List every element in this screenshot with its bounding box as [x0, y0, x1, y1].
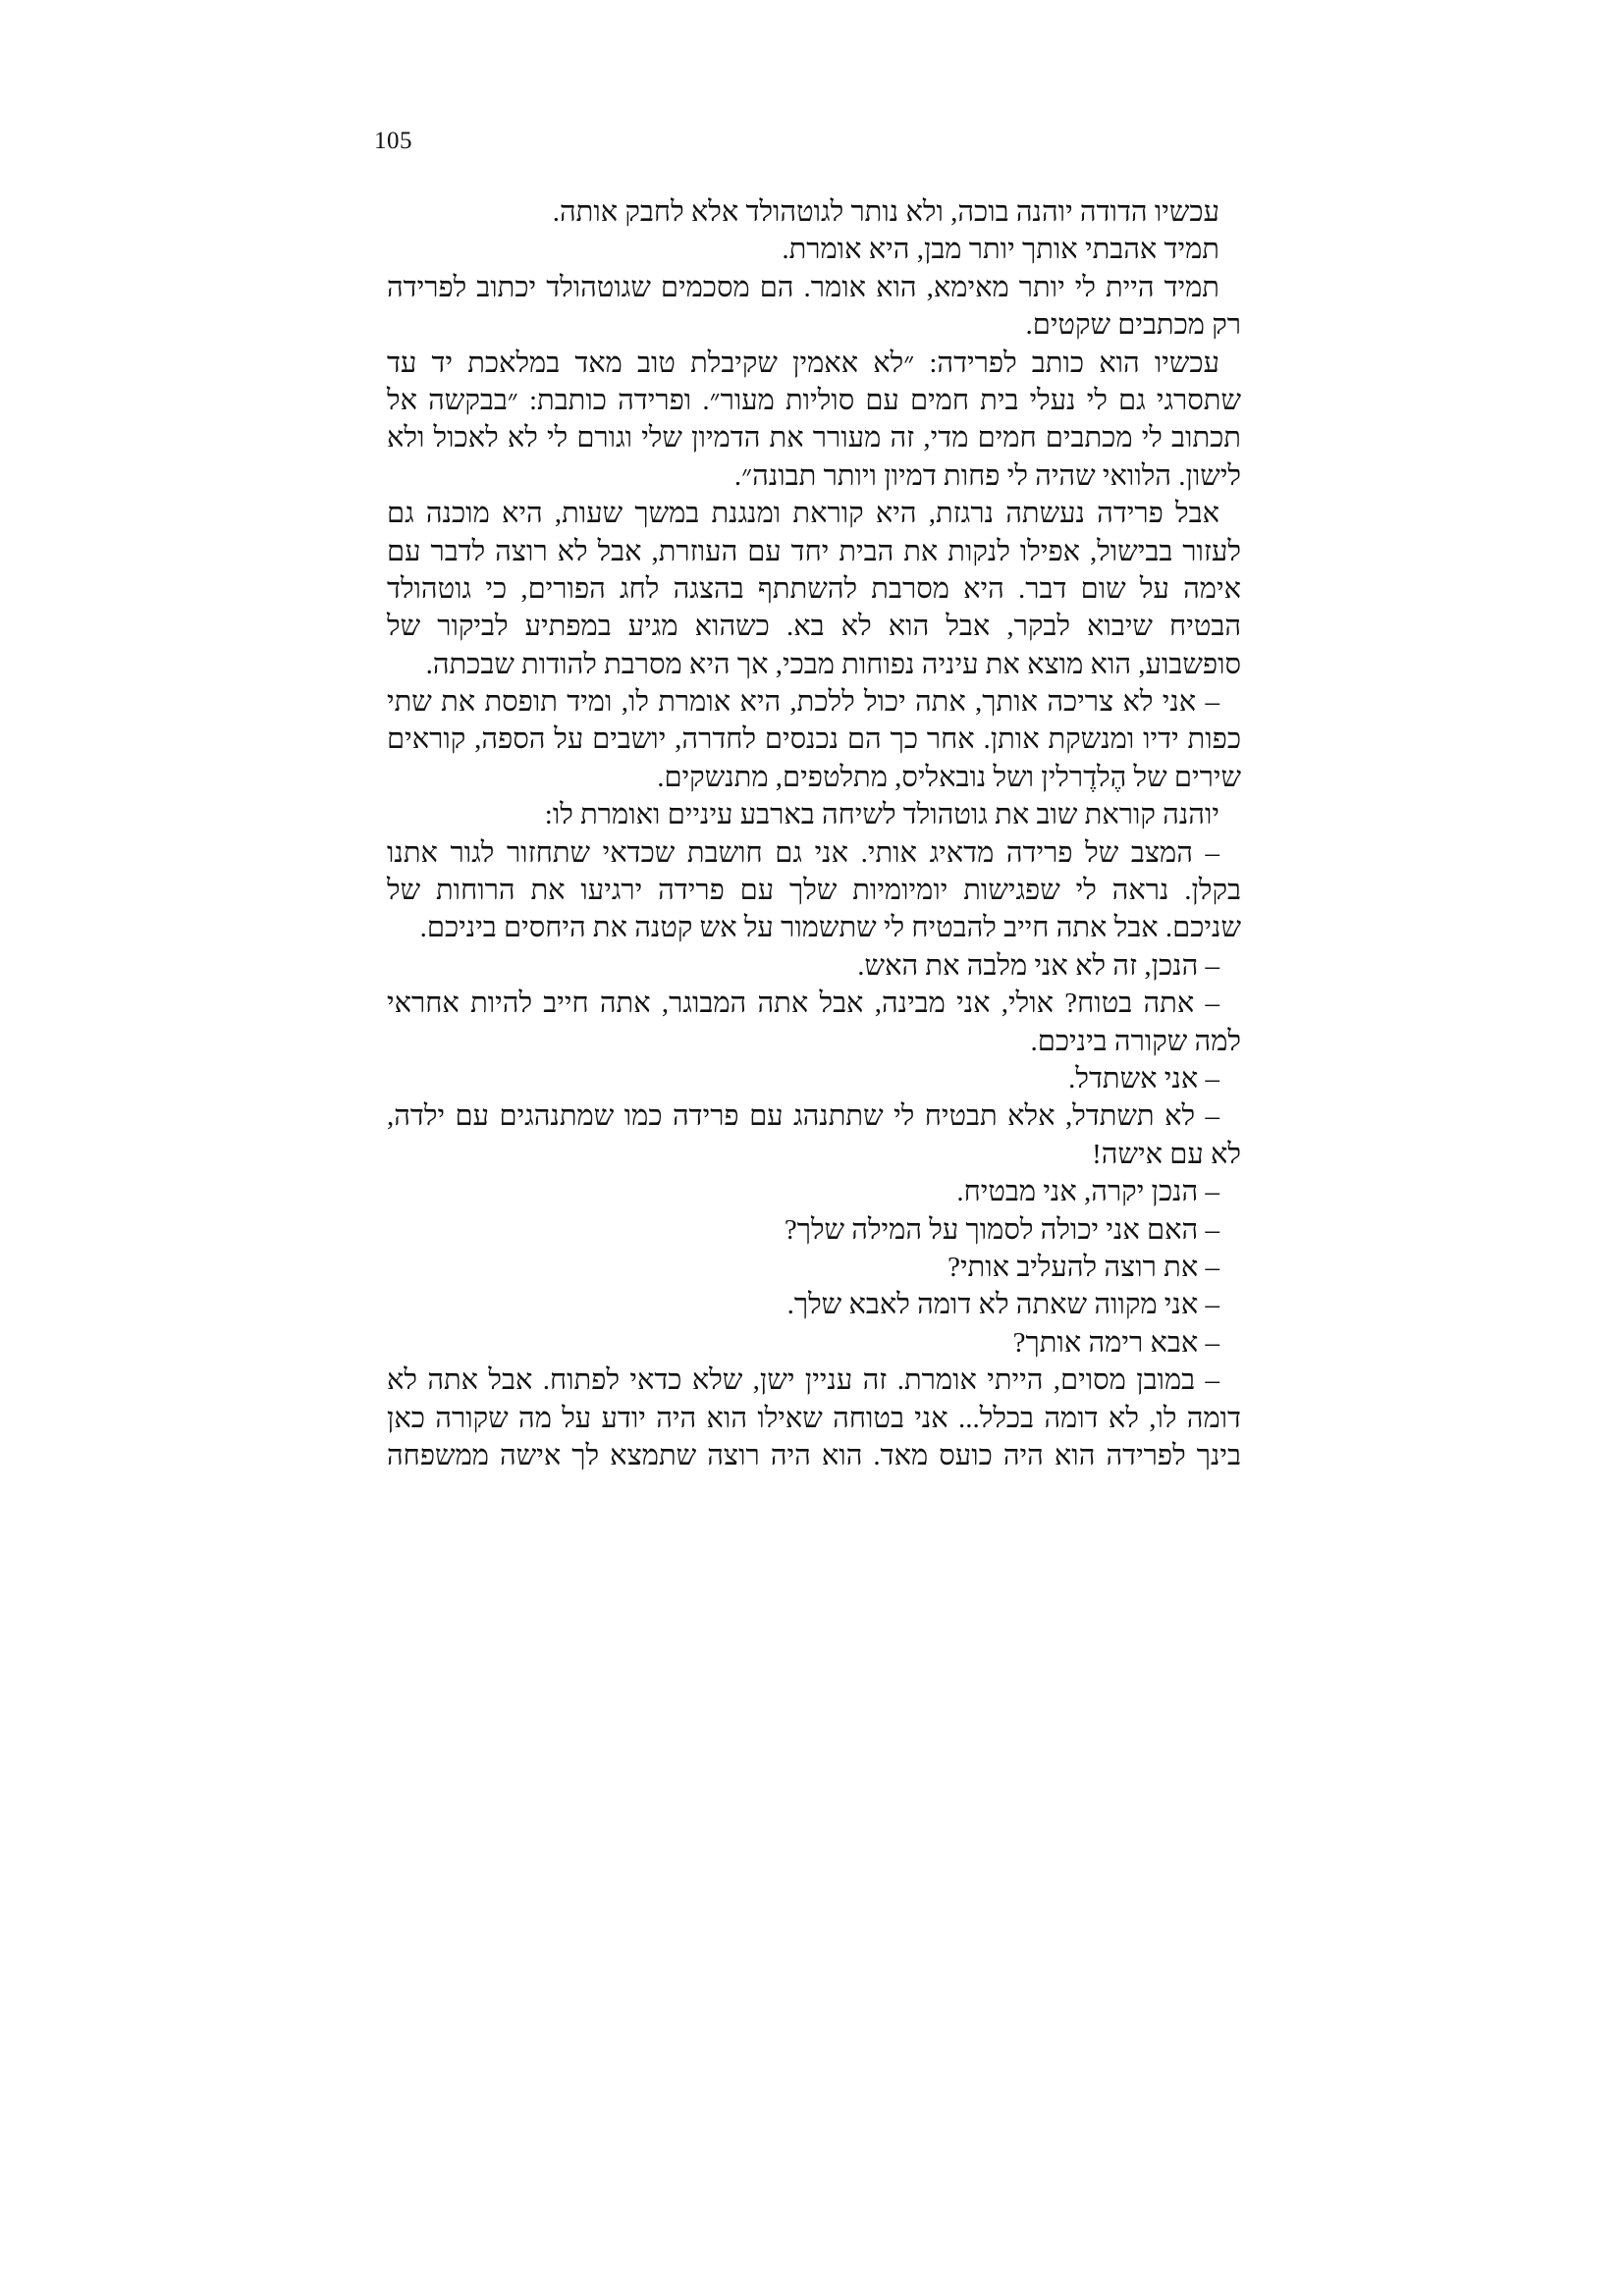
- text-line: – הנכן יקרה, אני מבטיח.: [956, 1176, 1219, 1208]
- text-line: – אבא רימה אותך?: [1012, 1326, 1219, 1359]
- text-line: – אני לא צריכה אותך, אתה יכול ללכת, היא אומרת לו, ומיד תופסת את שתי: [387, 686, 1219, 719]
- text-line: אימה על שום דבר. היא מסרבת להשתתף בהצגה לחג הפורים, כי גוטהולד: [387, 572, 1241, 605]
- text-line: – אני אשתדל.: [1068, 1062, 1219, 1095]
- text-line: בקלן. נראה לי שפגישות יומיומיות שלך עם פרידה ירגיעו את הרוחות של: [387, 875, 1241, 907]
- text-line: – האם אני יכולה לסמוך על המילה שלך?: [784, 1213, 1219, 1246]
- text-line: בינך לפרידה הוא היה כועס מאד. הוא היה רוצה שתמצא לך אישה ממשפחה: [387, 1439, 1241, 1471]
- text-line: תכתוב לי מכתבים חמים מדי, זה מעורר את הדמיון שלי וגורם לי לא לאכול ולא: [387, 422, 1241, 454]
- text-line: – במובן מסוים, הייתי אומרת. זה עניין ישן, שלא כדאי לפתוח. אבל אתה לא: [387, 1364, 1219, 1397]
- text-line: – לא תשתדל, אלא תבטיח לי שתתנהג עם פרידה כמו שמתנהגים עם ילדה,: [387, 1100, 1219, 1133]
- text-line: שתסרגי גם לי נעלי בית חמים עם סוליות מעור״. ופרידה כותבת: ״בבקשה אל: [387, 384, 1241, 416]
- text-line: שירים של הֶלדֶרלין ושל נובאליס, מתלטפים, מתנשקים.: [657, 761, 1241, 793]
- text-line: עכשיו הדודה יוהנה בוכה, ולא נותר לגוטהולד אלא לחבק אותה.: [552, 196, 1219, 228]
- text-line: – את רוצה להעליב אותי?: [947, 1251, 1219, 1283]
- text-line: – אני מקווה שאתה לא דומה לאבא שלך.: [786, 1289, 1219, 1321]
- body-text: [387, 193, 1241, 1474]
- text-line: יוהנה קוראת שוב את גוטהולד לשיחה בארבע עיניים ואומרת לו:: [544, 799, 1219, 831]
- page-number: 105: [374, 128, 412, 154]
- text-line: עכשיו הוא כותב לפרידה: ״לא אאמין שקיבלת טוב מאד במלאכת יד עד: [387, 347, 1219, 379]
- text-line: לא עם אישה!: [1092, 1138, 1241, 1170]
- text-line: רק מכתבים שקטים.: [1025, 309, 1241, 342]
- text-line: הבטיח שיבוא לבקר, אבל הוא לא בא. כשהוא מגיע במפתיע לביקור של: [387, 611, 1241, 643]
- text-line: דומה לו, לא דומה בכלל... אני בטוחה שאילו הוא היה יודע על מה שקורה כאן: [387, 1402, 1241, 1434]
- text-line: תמיד היית לי יותר מאימא, הוא אומר. הם מסכמים שגוטהולד יכתוב לפרידה: [387, 271, 1219, 303]
- text-line: כפות ידיו ומנשקת אותן. אחר כך הם נכנסים לחדרה, יושבים על הספה, קוראים: [387, 723, 1241, 756]
- text-line: – הנכן, זה לא אני מלבה את האש.: [857, 949, 1219, 982]
- text-line: לעזור בבישול, אפילו לנקות את הבית יחד עם העוזרת, אבל לא רוצה לדבר עם: [387, 535, 1241, 567]
- text-line: – המצב של פרידה מדאיג אותי. אני גם חושבת שכדאי שתחזור לגור אתנו: [387, 836, 1219, 869]
- text-line: למה שקורה ביניכם.: [1030, 1025, 1241, 1057]
- text-line: סופשבוע, הוא מוצא את עיניה נפוחות מבכי, אך היא מסרבת להודות שבכתה.: [425, 648, 1241, 680]
- text-line: לישון. הלוואי שהיה לי פחות דמיון ויותר תבונה״.: [733, 459, 1241, 492]
- text-line: – אתה בטוח? אולי, אני מבינה, אבל אתה המבוגר, אתה חייב להיות אחראי: [387, 988, 1219, 1020]
- text-line: תמיד אהבתי אותך יותר מבן, היא אומרת.: [782, 234, 1219, 266]
- text-line: אבל פרידה נעשתה נרגזת, היא קוראת ומנגנת במשך שעות, היא מוכנה גם: [387, 498, 1219, 530]
- text-line: שניכם. אבל אתה חייב להבטיח לי שתשמור על אש קטנה את היחסים ביניכם.: [419, 912, 1241, 944]
